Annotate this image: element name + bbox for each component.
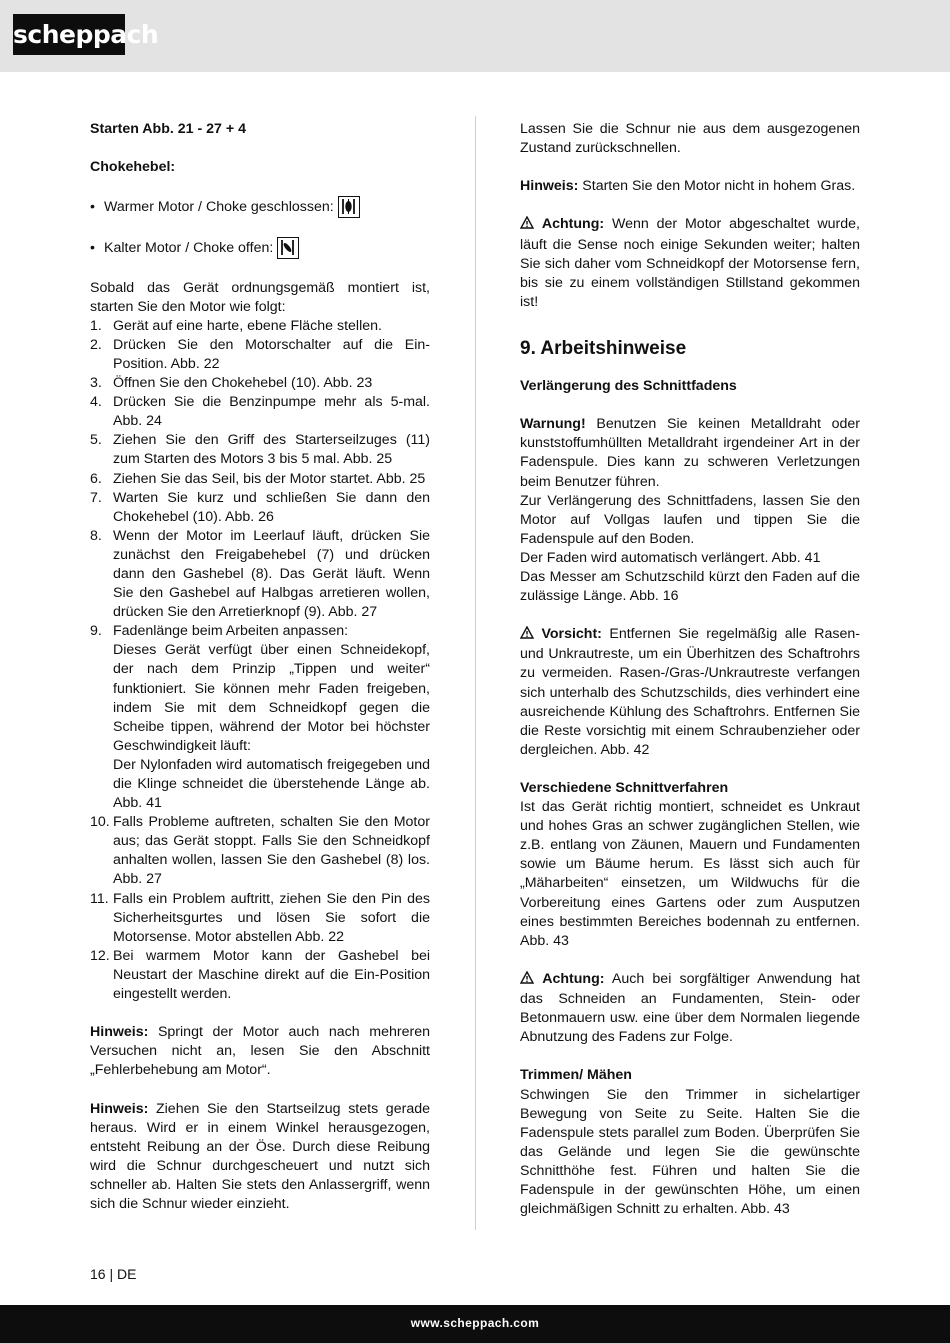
choke-closed-icon	[338, 196, 360, 218]
left-column	[90, 120, 430, 1214]
list-item: 2. Drücken Sie den Motorschalter auf die Ein-Position. Abb. 22	[90, 336, 430, 372]
paragraph: Lassen Sie die Schnur nie aus dem ausgezogenen Zustand zurückschnellen.	[520, 121, 860, 157]
hint-paragraph: Hinweis: Springt der Motor auch nach mehreren Versuchen nicht an, lesen Sie den Abschnitt „Fehlerbehebung am Motor“.	[90, 1024, 430, 1079]
list-item: 10. Falls Probleme auftreten, schalten Sie den Motor aus; das Gerät stoppt. Falls Sie den Schneidkopf anhalten wollen, lassen Sie den Gashebel (8) los. Abb. 27	[90, 814, 430, 888]
start-steps-list	[90, 317, 430, 1004]
column-divider	[475, 116, 476, 1230]
list-item: 11. Falls ein Problem auftritt, ziehen Sie den Pin des Sicherheitsgurtes und lösen Sie sofort die Motorsense. Motor abstellen Abb. 22	[90, 890, 430, 945]
attention-paragraph: Achtung: Wenn der Motor abgeschaltet wurde, läuft die Sense noch einige Sekunden weiter; halten Sie sich daher vom Schneidkopf der Motorsense fern, bis sie zu einem vollständigen Stillstand gekommen ist!	[520, 216, 860, 310]
start-intro: Sobald das Gerät ordnungsgemäß montiert ist, starten Sie den Motor wie folgt:	[90, 279, 430, 315]
hint-paragraph: Hinweis: Starten Sie den Motor nicht in hohem Gras.	[520, 178, 856, 195]
bullet-cold-motor: • Kalter Motor / Choke offen:	[90, 237, 430, 259]
list-item: 7. Warten Sie kurz und schließen Sie dann den Chokehebel (10). Abb. 26	[90, 489, 430, 525]
bullet-text: Kalter Motor / Choke offen:	[104, 239, 274, 256]
scheppach-logo: scheppach	[13, 14, 125, 55]
paragraph: Ist das Gerät richtig montiert, schneidet es Unkraut und hohes Gras an schwer zugänglichen Stellen, wie z.B. entlang von Zäunen, Mauern und Fundamenten sowie um Bäume herum. Es lässt sich auch für „Mäharbeiten“ einsetzen, um Wildwuchs für die Vorbereitung eines Gartens oder zum Ausputzen eines bestimmten Bereiches bodennah zu entfernen. Abb. 43	[520, 799, 860, 949]
list-item: 9. Fadenlänge beim Arbeiten anpassen: Dieses Gerät verfügt über einen Schneidekopf, der nach dem Prinzip „Tippen und weiter“ funktioniert. Sie können mehr Faden freigeben, indem Sie mit dem Schneidkopf gegen die Scheibe tippen, während der Motor bei höchster Geschwindigkeit läuft: Der Nylonfaden wird automatisch freigegeben und die Klinge schneidet die überstehende Länge ab. Abb. 41	[90, 623, 430, 812]
attention-paragraph: Achtung: Auch bei sorgfältiger Anwendung hat das Schneiden an Fundamenten, Stein- oder Betonmauern usw. eine über dem Normalen liegende Abnutzung des Fadens zur Folge.	[520, 970, 860, 1046]
subheading: Verlängerung des Schnittfadens	[520, 378, 737, 395]
subheading: Trimmen/ Mähen	[520, 1067, 632, 1084]
bullet-text: Warmer Motor / Choke geschlossen:	[104, 198, 334, 215]
warning-paragraph: Warnung! Benutzen Sie keinen Metalldraht oder kunststoffumhüllten Metalldraht irgendeiner Art in der Fadenspule. Dies kann zu schweren Verletzungen beim Benutzer führen.	[520, 416, 860, 490]
paragraph: Das Messer am Schutzschild kürzt den Faden auf die zulässige Länge. Abb. 16	[520, 568, 860, 605]
paragraph: Zur Verlängerung des Schnittfadens, lassen Sie den Motor auf Vollgas laufen und tippen Sie die Fadenspule auf den Boden.	[520, 492, 860, 547]
list-item: 5. Ziehen Sie den Griff des Starterseilzuges (11) zum Starten des Motors 3 bis 5 mal. Abb. 25	[90, 432, 430, 468]
list-item: 1. Gerät auf eine harte, ebene Fläche stellen.	[90, 317, 382, 334]
start-heading: Starten Abb. 21 - 27 + 4	[90, 121, 246, 137]
caution-paragraph: Vorsicht: Entfernen Sie regelmäßig alle Rasen- und Unkrautreste, um ein Überhitzen des Schaftrohrs zu vermeiden. Rasen-/Gras-/Unkrautreste verfangen sich unterhalb des Schutzschilds, dies verhindert eine ausreichende Kühlung des Schaftrohrs. Entfernen Sie die Reste vorsichtig mit einem Schraubenzieher oder dergleichen. Abb. 42	[520, 626, 860, 758]
page-header	[0, 0, 950, 72]
list-item: 3. Öffnen Sie den Chokehebel (10). Abb. 23	[90, 375, 373, 392]
warning-triangle-icon	[520, 626, 534, 645]
section-title: 9. Arbeitshinweise	[520, 338, 687, 360]
bullet-warm-motor: • Warmer Motor / Choke geschlossen:	[90, 196, 430, 218]
page-number: 16 | DE	[90, 1266, 137, 1282]
page-footer	[0, 1305, 950, 1343]
footer-url[interactable]: www.scheppach.com	[410, 1316, 540, 1330]
paragraph: Schwingen Sie den Trimmer in sichelartiger Bewegung von Seite zu Seite. Halten Sie die Fadenspule stets parallel zum Boden. Überprüfen Sie das Gelände und legen Sie die gewünschte Schnitthöhe fest. Führen und halten Sie die Fadenspule in der gewünschten Höhe, um einen gleichmäßigen Schnitt zu erhalten. Abb. 43	[520, 1086, 860, 1218]
list-item: 8. Wenn der Motor im Leerlauf läuft, drücken Sie zunächst den Freigabehebel (7) und drücken dann den Gashebel (8). Das Gerät läuft. Wenn Sie den Gashebel auf Halbgas arretieren wollen, drücken Sie den Arretierknopf (9). Abb. 27	[90, 527, 430, 621]
choke-open-icon	[277, 237, 299, 259]
subheading: Verschiedene Schnittverfahren	[520, 780, 729, 796]
list-item: 4. Drücken Sie die Benzinpumpe mehr als 5-mal. Abb. 24	[90, 394, 430, 430]
warning-triangle-icon	[520, 216, 534, 235]
hint-paragraph: Hinweis: Ziehen Sie den Startseilzug stets gerade heraus. Wird er in einem Winkel herausgezogen, entsteht Reibung an der Öse. Durch diese Reibung wird die Schnur durchgescheuert und nutzt sich schneller ab. Halten Sie stets den Anlassergriff, wenn sich die Schnur wieder einzieht.	[90, 1100, 430, 1213]
list-item: 12. Bei warmem Motor kann der Gashebel bei Neustart der Maschine direkt auf die Ein-Position eingestellt werden.	[90, 947, 430, 1003]
warning-triangle-icon	[520, 971, 534, 990]
paragraph: Der Faden wird automatisch verlängert. Abb. 41	[520, 549, 821, 566]
choke-title: Chokehebel:	[90, 159, 176, 176]
right-column	[520, 120, 860, 1219]
list-item: 6. Ziehen Sie das Seil, bis der Motor startet. Abb. 25	[90, 470, 426, 487]
